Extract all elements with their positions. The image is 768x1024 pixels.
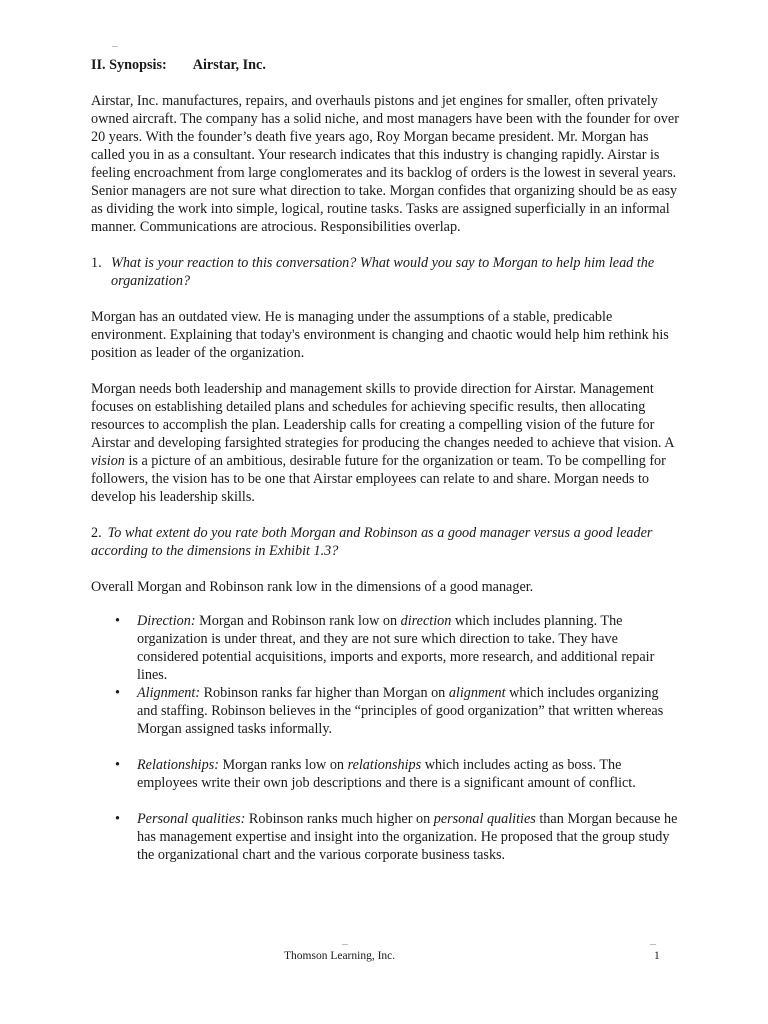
dimension-term: direction xyxy=(400,613,452,629)
question-text: To what extent do you rate both Morgan and Robinson as a good manager versus a good leader according to the dimensions in Exhibit 1.3? xyxy=(91,525,653,559)
question-number: 2. xyxy=(91,525,102,541)
paragraph-text: is a picture of an ambitious, desirable future for the organization or team. To be compelling for followers, the vision has to be one that Airstar employees can relate to and share. Morgan needs to develop his leadership skills. xyxy=(91,453,666,505)
company-name: Airstar, Inc. xyxy=(192,57,266,73)
bullet-icon: • xyxy=(115,757,120,773)
question-text: What is your reaction to this conversation? What would you say to Morgan to help him lead the organization? xyxy=(111,255,655,289)
header-rule-mark xyxy=(112,46,118,47)
list-text: Robinson ranks much higher on xyxy=(245,811,434,827)
list-item-text xyxy=(137,756,681,792)
list-text: Morgan and Robinson rank low on xyxy=(195,613,401,629)
question-1 xyxy=(91,254,681,290)
list-item-text xyxy=(137,810,681,864)
footer-rule-mark xyxy=(342,944,348,945)
dimension-list xyxy=(91,612,681,864)
question-number: 1. xyxy=(91,255,102,271)
dimension-term: personal qualities xyxy=(433,811,536,827)
section-label: II. Synopsis: xyxy=(91,57,167,73)
page-footer xyxy=(0,947,768,967)
answer-1-paragraph-1: Morgan has an outdated view. He is managing under the assumptions of a stable, predicable environment. Explaining that today's environment is changing and chaotic would help him rethink his position as leader of the organization. xyxy=(91,309,669,361)
dimension-label: Relationships: xyxy=(137,757,219,773)
page-number: 1 xyxy=(654,950,660,962)
list-item-text xyxy=(137,612,681,684)
dimension-term: relationships xyxy=(347,757,422,773)
dimension-label: Direction: xyxy=(137,613,196,629)
bullet-icon: • xyxy=(115,613,120,629)
footer-publisher: Thomson Learning, Inc. xyxy=(284,950,396,962)
document-page xyxy=(91,56,681,882)
emphasized-term: vision xyxy=(91,453,125,469)
dimension-label: Personal qualities: xyxy=(137,811,246,827)
question-2 xyxy=(91,524,681,560)
list-text: which includes organizing and staffing. Robinson believes in the “principles of good organization” that written whereas Morgan assigned tasks informally. xyxy=(137,685,664,737)
dimension-term: alignment xyxy=(448,685,506,701)
list-item xyxy=(91,684,681,738)
dimension-label: Alignment: xyxy=(137,685,201,701)
list-text: which includes planning. The organization is under threat, and they are not sure which direction to take. They have considered potential acquisitions, imports and exports, more research, and additional repair lines. xyxy=(137,613,655,683)
bullet-icon: • xyxy=(115,685,120,701)
footer-rule-mark xyxy=(650,944,656,945)
synopsis-paragraph: Airstar, Inc. manufactures, repairs, and overhauls pistons and jet engines for smaller, often privately owned aircraft. The company has a solid niche, and most managers have been with the founder for over 20 years. With the founder’s death five years ago, Roy Morgan became president. Mr. Morgan has called you in as a consultant. Your research indicates that this industry is changing rapidly. Airstar is feeling encroachment from large conglomerates and its backlog of orders is the lowest in several years. Senior managers are not sure what direction to take. Morgan confides that organizing should be as easy as dividing the work into simple, logical, routine tasks. Tasks are assigned superficially in an informal manner. Communications are atrocious. Responsibilities overlap. xyxy=(91,93,679,235)
list-item xyxy=(91,756,681,792)
section-heading xyxy=(91,56,681,74)
list-item xyxy=(91,810,681,864)
list-text: which includes acting as boss. The employees write their own job descriptions and there is a significant amount of conflict. xyxy=(137,757,636,791)
list-text: Robinson ranks far higher than Morgan on xyxy=(200,685,449,701)
list-text: Morgan ranks low on xyxy=(218,757,348,773)
list-text: than Morgan because he has management expertise and insight into the organization. He proposed that the group study the organizational chart and the various corporate business tasks. xyxy=(137,811,678,863)
paragraph-text: Morgan needs both leadership and management skills to provide direction for Airstar. Management focuses on establishing detailed plans and schedules for achieving specific results, then allocating resources to accomplish the plan. Leadership calls for creating a compelling vision of the future for Airstar and developing farsighted strategies for producing the changes needed to achieve that vision. A xyxy=(91,381,674,451)
list-item xyxy=(91,612,681,684)
answer-2-intro: Overall Morgan and Robinson rank low in the dimensions of a good manager. xyxy=(91,579,534,595)
list-item-text xyxy=(137,684,681,738)
bullet-icon: • xyxy=(115,811,120,827)
answer-1-paragraph-2 xyxy=(91,380,681,506)
